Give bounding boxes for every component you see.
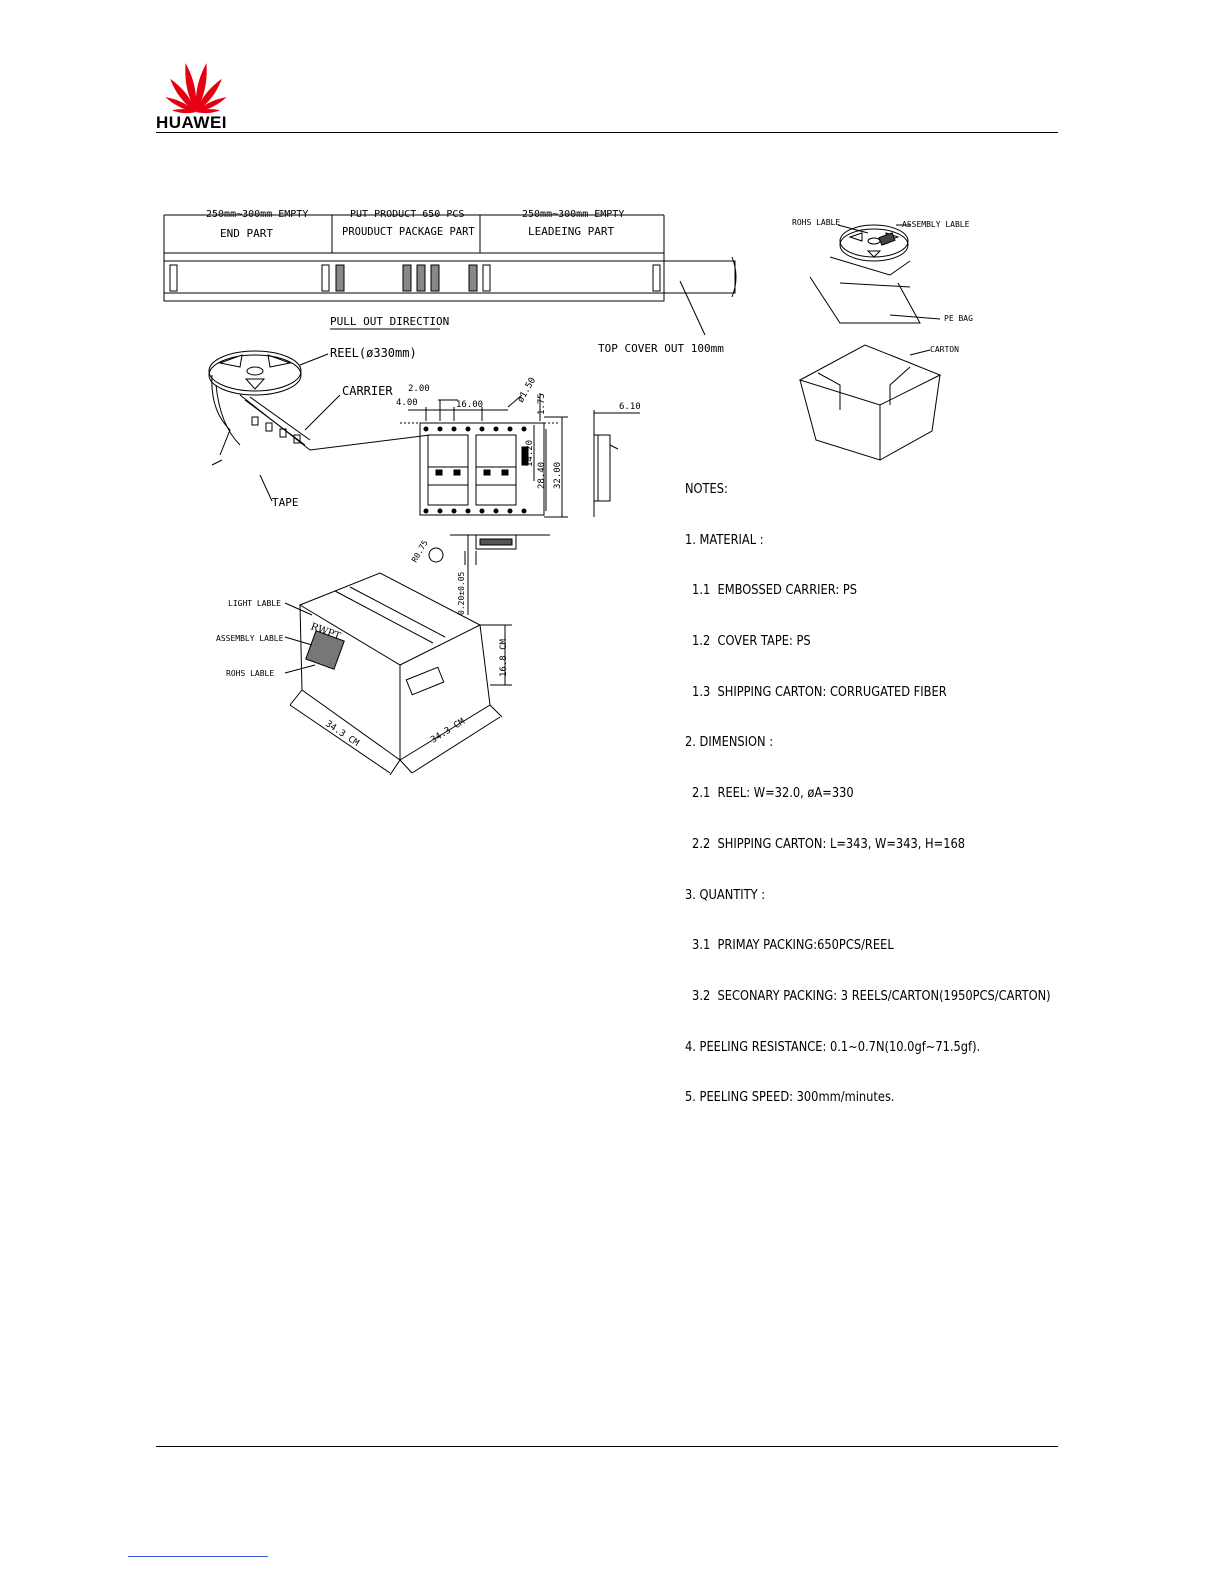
notes-dimension: 2. DIMENSION : bbox=[685, 735, 774, 751]
dim-thickness: 0.20±0.05 bbox=[457, 571, 466, 615]
reel-label: REEL(ø330mm) bbox=[330, 346, 417, 360]
notes-peeling-speed: 5. PEELING SPEED: 300mm/minutes. bbox=[685, 1090, 895, 1106]
notes-peeling-resistance: 4. PEELING RESISTANCE: 0.1~0.7N(10.0gf~71.5gf). bbox=[685, 1039, 981, 1055]
footer-divider bbox=[156, 1446, 1058, 1447]
tape-label: TAPE bbox=[272, 496, 299, 509]
box-length-2-label: 34.3 CM bbox=[429, 716, 467, 746]
end-empty-label: 250mm~300mm EMPTY bbox=[206, 209, 309, 220]
box-light-label: LIGHT LABLE bbox=[228, 599, 281, 608]
dim-1-75: 1.75 bbox=[537, 393, 547, 415]
product-count-label: PUT PRODUCT 650 PCS bbox=[350, 209, 465, 220]
notes-dimension-1: 2.1 REEL: W=32.0, øA=330 bbox=[692, 786, 854, 802]
dim-28-40: 28.40 bbox=[537, 461, 547, 489]
box-height-label: 16.8 CM bbox=[499, 639, 509, 677]
notes-material-1: 1.1 EMBOSSED CARRIER: PS bbox=[692, 583, 858, 599]
box-stamp: RWPT bbox=[308, 621, 342, 643]
dim-hole-diameter: ø1.50 bbox=[515, 376, 539, 405]
notes-material: 1. MATERIAL : bbox=[685, 532, 764, 548]
box-rohs-label: ROHS LABLE bbox=[226, 669, 275, 678]
end-part-label: END PART bbox=[220, 227, 273, 240]
bag-assembly-label: ASSEMBLY LABLE bbox=[902, 220, 970, 229]
dim-4-00: 4.00 bbox=[396, 398, 418, 408]
header-divider bbox=[156, 132, 1058, 133]
carrier-label: CARRIER bbox=[342, 384, 393, 398]
box-assembly-label: ASSEMBLY LABLE bbox=[216, 634, 284, 643]
notes-quantity: 3. QUANTITY : bbox=[685, 887, 766, 903]
footnote-separator bbox=[128, 1556, 268, 1557]
top-cover-label: TOP COVER OUT 100mm bbox=[598, 342, 724, 355]
dim-6-10: 6.10 bbox=[619, 402, 641, 412]
notes-material-2: 1.2 COVER TAPE: PS bbox=[692, 633, 811, 649]
bag-rohs-label: ROHS LABLE bbox=[792, 218, 841, 227]
package-part-label: PROUDUCT PACKAGE PART bbox=[342, 226, 475, 238]
notes-quantity-1: 3.1 PRIMAY PACKING:650PCS/REEL bbox=[692, 938, 894, 954]
notes-block bbox=[685, 448, 1051, 1124]
pull-out-label: PULL OUT DIRECTION bbox=[330, 315, 450, 328]
dim-radius: R0.75 bbox=[409, 538, 430, 564]
dim-32-00: 32.00 bbox=[553, 461, 563, 489]
dim-14-20: 14.20 bbox=[525, 439, 535, 467]
notes-material-3: 1.3 SHIPPING CARTON: CORRUGATED FIBER bbox=[692, 684, 947, 700]
notes-dimension-2: 2.2 SHIPPING CARTON: L=343, W=343, H=168 bbox=[692, 836, 966, 852]
box-length-1-label: 34.3 CM bbox=[323, 719, 361, 749]
dim-16-00: 16.00 bbox=[456, 400, 484, 410]
lead-empty-label: 250mm~300mm EMPTY bbox=[522, 209, 625, 220]
brand-name: HUAWEI bbox=[156, 113, 227, 132]
dim-2-00: 2.00 bbox=[408, 384, 430, 394]
leading-part-label: LEADEING PART bbox=[528, 225, 615, 238]
notes-quantity-2: 3.2 SECONARY PACKING: 3 REELS/CARTON(1950PCS/CARTON) bbox=[692, 989, 1051, 1004]
pe-bag-label: PE BAG bbox=[944, 314, 973, 323]
notes-title: NOTES: bbox=[685, 481, 728, 497]
carton-label: CARTON bbox=[930, 345, 959, 354]
